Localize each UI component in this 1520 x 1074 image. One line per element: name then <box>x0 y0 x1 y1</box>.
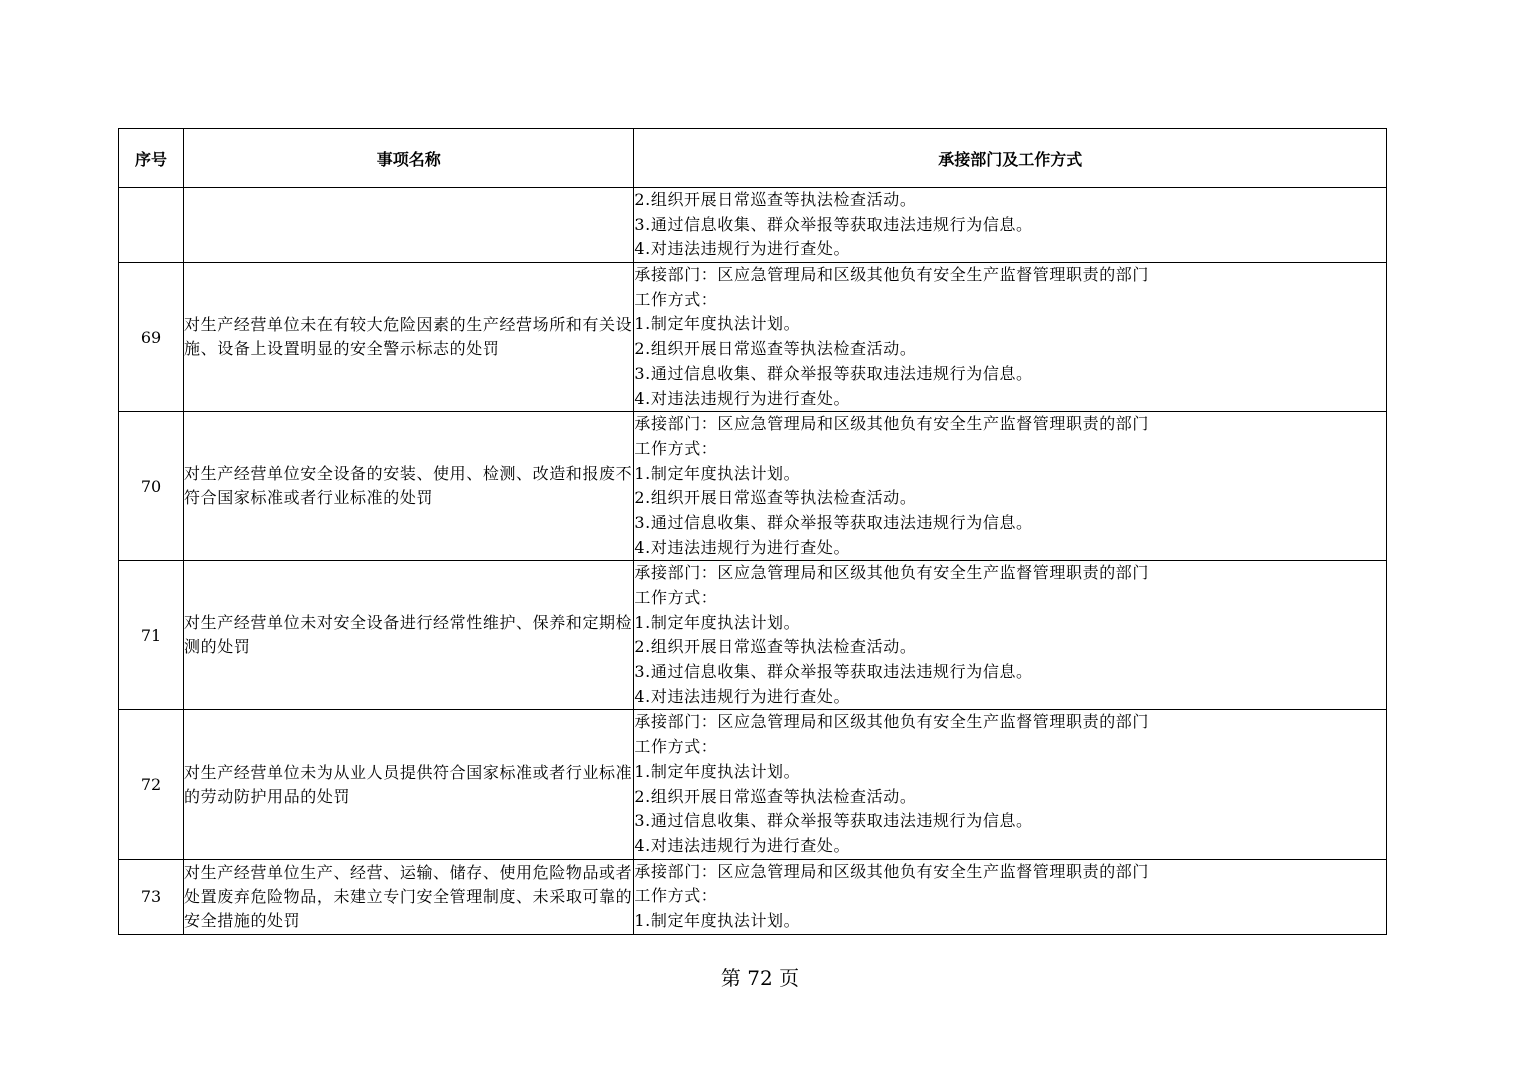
table-row <box>119 263 1387 412</box>
dept-line: 承接部门：区应急管理局和区级其他负有安全生产监督管理职责的部门 <box>634 265 1149 285</box>
table-row <box>119 859 1387 934</box>
dept-line: 工作方式： <box>634 438 718 458</box>
dept-line: 3.通过信息收集、群众举报等获取违法违规行为信息。 <box>634 363 1033 383</box>
row-dept <box>634 188 1387 263</box>
dept-line: 1.制定年度执法计划。 <box>634 314 801 334</box>
row-name: 对生产经营单位未为从业人员提供符合国家标准或者行业标准的劳动防护用品的处罚 <box>184 710 634 859</box>
dept-line: 4.对违法违规行为进行查处。 <box>634 537 851 557</box>
header-seq: 序号 <box>119 129 184 188</box>
table-row <box>119 412 1387 561</box>
page-number: 第 72 页 <box>720 966 800 990</box>
row-name: 对生产经营单位生产、经营、运输、储存、使用危险物品或者处置废弃危险物品，未建立专门安全管理制度、未采取可靠的安全措施的处罚 <box>184 859 634 934</box>
dept-line: 工作方式： <box>634 886 718 906</box>
dept-line: 承接部门：区应急管理局和区级其他负有安全生产监督管理职责的部门 <box>634 563 1149 583</box>
dept-line: 1.制定年度执法计划。 <box>634 612 801 632</box>
dept-line: 承接部门：区应急管理局和区级其他负有安全生产监督管理职责的部门 <box>634 861 1149 881</box>
dept-line: 工作方式： <box>634 737 718 757</box>
row-seq <box>119 188 184 263</box>
dept-line: 2.组织开展日常巡查等执法检查活动。 <box>634 339 917 359</box>
dept-line: 2.组织开展日常巡查等执法检查活动。 <box>634 786 917 806</box>
table-row <box>119 188 1387 263</box>
dept-line: 4.对违法违规行为进行查处。 <box>634 239 851 259</box>
row-name <box>184 188 634 263</box>
dept-line: 3.通过信息收集、群众举报等获取违法违规行为信息。 <box>634 811 1033 831</box>
table-header-row <box>119 129 1387 188</box>
dept-line: 3.通过信息收集、群众举报等获取违法违规行为信息。 <box>634 214 1033 234</box>
dept-line: 1.制定年度执法计划。 <box>634 910 801 930</box>
dept-line: 4.对违法违规行为进行查处。 <box>634 388 851 408</box>
dept-line: 2.组织开展日常巡查等执法检查活动。 <box>634 488 917 508</box>
dept-line: 承接部门：区应急管理局和区级其他负有安全生产监督管理职责的部门 <box>634 712 1149 732</box>
dept-line: 1.制定年度执法计划。 <box>634 463 801 483</box>
dept-line: 4.对违法违规行为进行查处。 <box>634 686 851 706</box>
matters-table <box>118 128 1387 935</box>
row-dept <box>634 710 1387 859</box>
row-seq: 69 <box>119 263 184 412</box>
dept-line: 2.组织开展日常巡查等执法检查活动。 <box>634 190 917 209</box>
dept-line: 工作方式： <box>634 588 718 607</box>
header-dept: 承接部门及工作方式 <box>634 129 1387 188</box>
row-seq: 72 <box>119 710 184 859</box>
row-name: 对生产经营单位未对安全设备进行经常性维护、保养和定期检测的处罚 <box>184 561 634 710</box>
dept-line: 工作方式： <box>634 289 718 309</box>
table-row <box>119 710 1387 859</box>
dept-line: 承接部门：区应急管理局和区级其他负有安全生产监督管理职责的部门 <box>634 414 1149 434</box>
row-name: 对生产经营单位未在有较大危险因素的生产经营场所和有关设施、设备上设置明显的安全警示标志的处罚 <box>184 263 634 412</box>
table-row <box>119 561 1387 710</box>
row-dept <box>634 412 1387 561</box>
row-name: 对生产经营单位安全设备的安装、使用、检测、改造和报废不符合国家标准或者行业标准的处罚 <box>184 412 634 561</box>
dept-line: 2.组织开展日常巡查等执法检查活动。 <box>634 637 917 657</box>
row-dept <box>634 561 1387 710</box>
dept-line: 3.通过信息收集、群众举报等获取违法违规行为信息。 <box>634 662 1033 682</box>
dept-line: 3.通过信息收集、群众举报等获取违法违规行为信息。 <box>634 512 1033 532</box>
row-seq: 71 <box>119 561 184 710</box>
dept-line: 1.制定年度执法计划。 <box>634 761 801 781</box>
row-dept <box>634 859 1387 934</box>
row-seq: 70 <box>119 412 184 561</box>
row-seq: 73 <box>119 859 184 934</box>
dept-line: 4.对违法违规行为进行查处。 <box>634 835 851 855</box>
row-dept <box>634 263 1387 412</box>
header-name: 事项名称 <box>184 129 634 188</box>
